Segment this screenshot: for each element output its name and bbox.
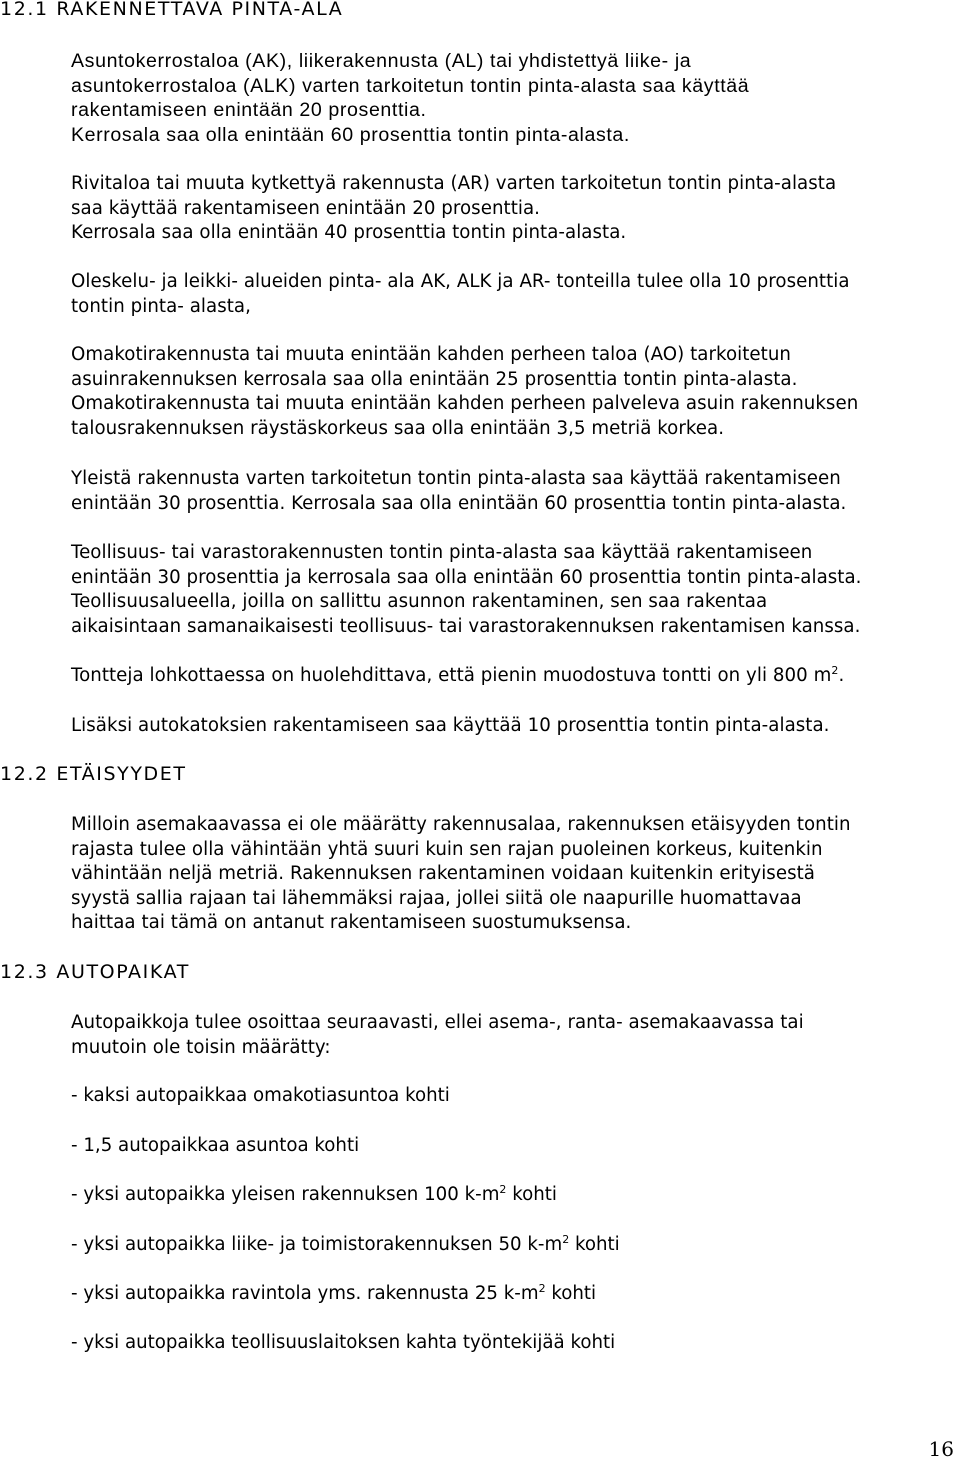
item-text: - yksi autopaikka ravintola yms. rakennusta 25 k-m <box>71 1283 539 1304</box>
text-line <box>71 664 956 689</box>
item-after: kohti <box>569 1234 620 1255</box>
text-line: Asuntokerrostaloa (AK), liikerakennusta (AL) tai yhdistettyä liike- ja <box>71 50 692 72</box>
list-item <box>71 1084 450 1109</box>
page-number: 16 <box>928 1437 954 1461</box>
text-line: haittaa tai tämä on antanut rakentamiseen suostumuksensa. <box>71 912 632 933</box>
paragraph-rivitalo <box>71 172 956 246</box>
item-after: kohti <box>506 1184 557 1205</box>
text-line: aikaisintaan samanaikaisesti teollisuus- tai varastorakennuksen rakentamisen kanssa. <box>71 615 861 637</box>
text-line: Autopaikkoja tulee osoittaa seuraavasti, ellei asema-, ranta- asemakaavassa tai <box>71 1012 804 1033</box>
text-line: talousrakennuksen räystäskorkeus saa olla enintään 3,5 metriä korkea. <box>71 417 725 439</box>
superscript: 2 <box>538 1282 546 1295</box>
text-line: Oleskelu- ja leikki- alueiden pinta- ala AK, ALK ja AR- tonteilla tulee olla 10 prosenttia <box>71 271 850 292</box>
paragraph-omakotirakennus <box>71 343 956 441</box>
text-line: saa käyttää rakentamiseen enintään 20 prosenttia. <box>71 197 541 219</box>
text-line: Omakotirakennusta tai muuta enintään kahden perheen palveleva asuin rakennuksen <box>71 393 859 414</box>
list-item <box>71 1331 615 1356</box>
text-line: enintään 30 prosenttia ja kerrosala saa olla enintään 60 prosenttia tontin pinta-alasta. <box>71 566 862 588</box>
section-heading-etaisyydet: 12.2 ETÄISYYDET <box>0 763 187 785</box>
text-line: asuinrakennuksen kerrosala saa olla enintään 25 prosenttia tontin pinta-alasta. <box>71 368 798 390</box>
paragraph-yleinen-rakennus <box>71 467 956 516</box>
text-after: . <box>838 665 845 686</box>
list-item <box>71 1183 557 1208</box>
list-item <box>71 1282 596 1307</box>
text-line: syystä sallia rajaan tai lähemmäksi rajaa, jollei siitä ole naapurille huomattavaa <box>71 887 802 909</box>
text-line: vähintään neljä metriä. Rakennuksen rakentaminen voidaan kuitenkin erityisestä <box>71 863 815 884</box>
paragraph-oleskelu-alueet <box>71 270 956 319</box>
paragraph-etaisyys-rajasta <box>71 813 956 936</box>
text-line: Kerrosala saa olla enintään 60 prosenttia tontin pinta-alasta. <box>71 123 630 146</box>
text-line: Kerrosala saa olla enintään 40 prosenttia tontin pinta-alasta. <box>71 222 627 243</box>
item-text: - yksi autopaikka yleisen rakennuksen 100 k-m <box>71 1184 500 1205</box>
item-after: kohti <box>545 1283 597 1304</box>
text-line: Yleistä rakennusta varten tarkoitetun tontin pinta-alasta saa käyttää rakentamiseen <box>71 468 841 489</box>
paragraph-autopaikat-intro <box>71 1011 956 1060</box>
text-line: Teollisuus- tai varastorakennusten tontin pinta-alasta saa käyttää rakentamiseen <box>71 542 813 563</box>
text-line: Lisäksi autokatoksien rakentamiseen saa käyttää 10 prosenttia tontin pinta-alasta. <box>71 715 830 736</box>
item-text: - yksi autopaikka liike- ja toimistorakennuksen 50 k-m <box>71 1234 563 1255</box>
superscript: 2 <box>562 1233 570 1246</box>
paragraph-ak-al-alk <box>71 49 956 147</box>
item-text: - kaksi autopaikkaa omakotiasuntoa kohti <box>71 1085 450 1106</box>
text-line: enintään 30 prosenttia. Kerrosala saa olla enintään 60 prosenttia tontin pinta-alasta. <box>71 492 847 514</box>
paragraph-tonttien-lohkominen <box>71 664 956 689</box>
section-heading-rakennettava-pinta-ala: 12.1 RAKENNETTAVA PINTA-ALA <box>0 0 344 20</box>
text-line: rakentamiseen enintään 20 prosenttia. <box>71 99 427 121</box>
text-line: Teollisuusalueella, joilla on sallittu asunnon rakentaminen, sen saa rakentaa <box>71 591 768 612</box>
list-item <box>71 1134 359 1159</box>
item-text: - 1,5 autopaikkaa asuntoa kohti <box>71 1135 360 1156</box>
section-heading-autopaikat: 12.3 AUTOPAIKAT <box>0 961 190 983</box>
text-line: muutoin ole toisin määrätty: <box>71 1036 331 1058</box>
text-line: Rivitaloa tai muuta kytkettyä rakennusta (AR) varten tarkoitetun tontin pinta-alasta <box>71 173 837 194</box>
text-line: Omakotirakennusta tai muuta enintään kahden perheen taloa (AO) tarkoitetun <box>71 344 791 365</box>
text-main: Tontteja lohkottaessa on huolehdittava, että pienin muodostuva tontti on yli 800 m <box>71 665 832 686</box>
text-line: rajasta tulee olla vähintään yhtä suuri kuin sen rajan puoleinen korkeus, kuitenkin <box>71 838 823 860</box>
paragraph-teollisuus <box>71 541 956 639</box>
superscript: 2 <box>831 664 839 677</box>
item-text: - yksi autopaikka teollisuuslaitoksen kahta työntekijää kohti <box>71 1332 616 1353</box>
list-item <box>71 1233 620 1258</box>
paragraph-autokatokset <box>71 714 956 739</box>
text-line: asuntokerrostaloa (ALK) varten tarkoitetun tontin pinta-alasta saa käyttää <box>71 74 750 97</box>
superscript: 2 <box>499 1183 507 1196</box>
text-line: Milloin asemakaavassa ei ole määrätty rakennusalaa, rakennuksen etäisyyden tontin <box>71 814 851 835</box>
text-line: tontin pinta- alasta, <box>71 295 251 317</box>
